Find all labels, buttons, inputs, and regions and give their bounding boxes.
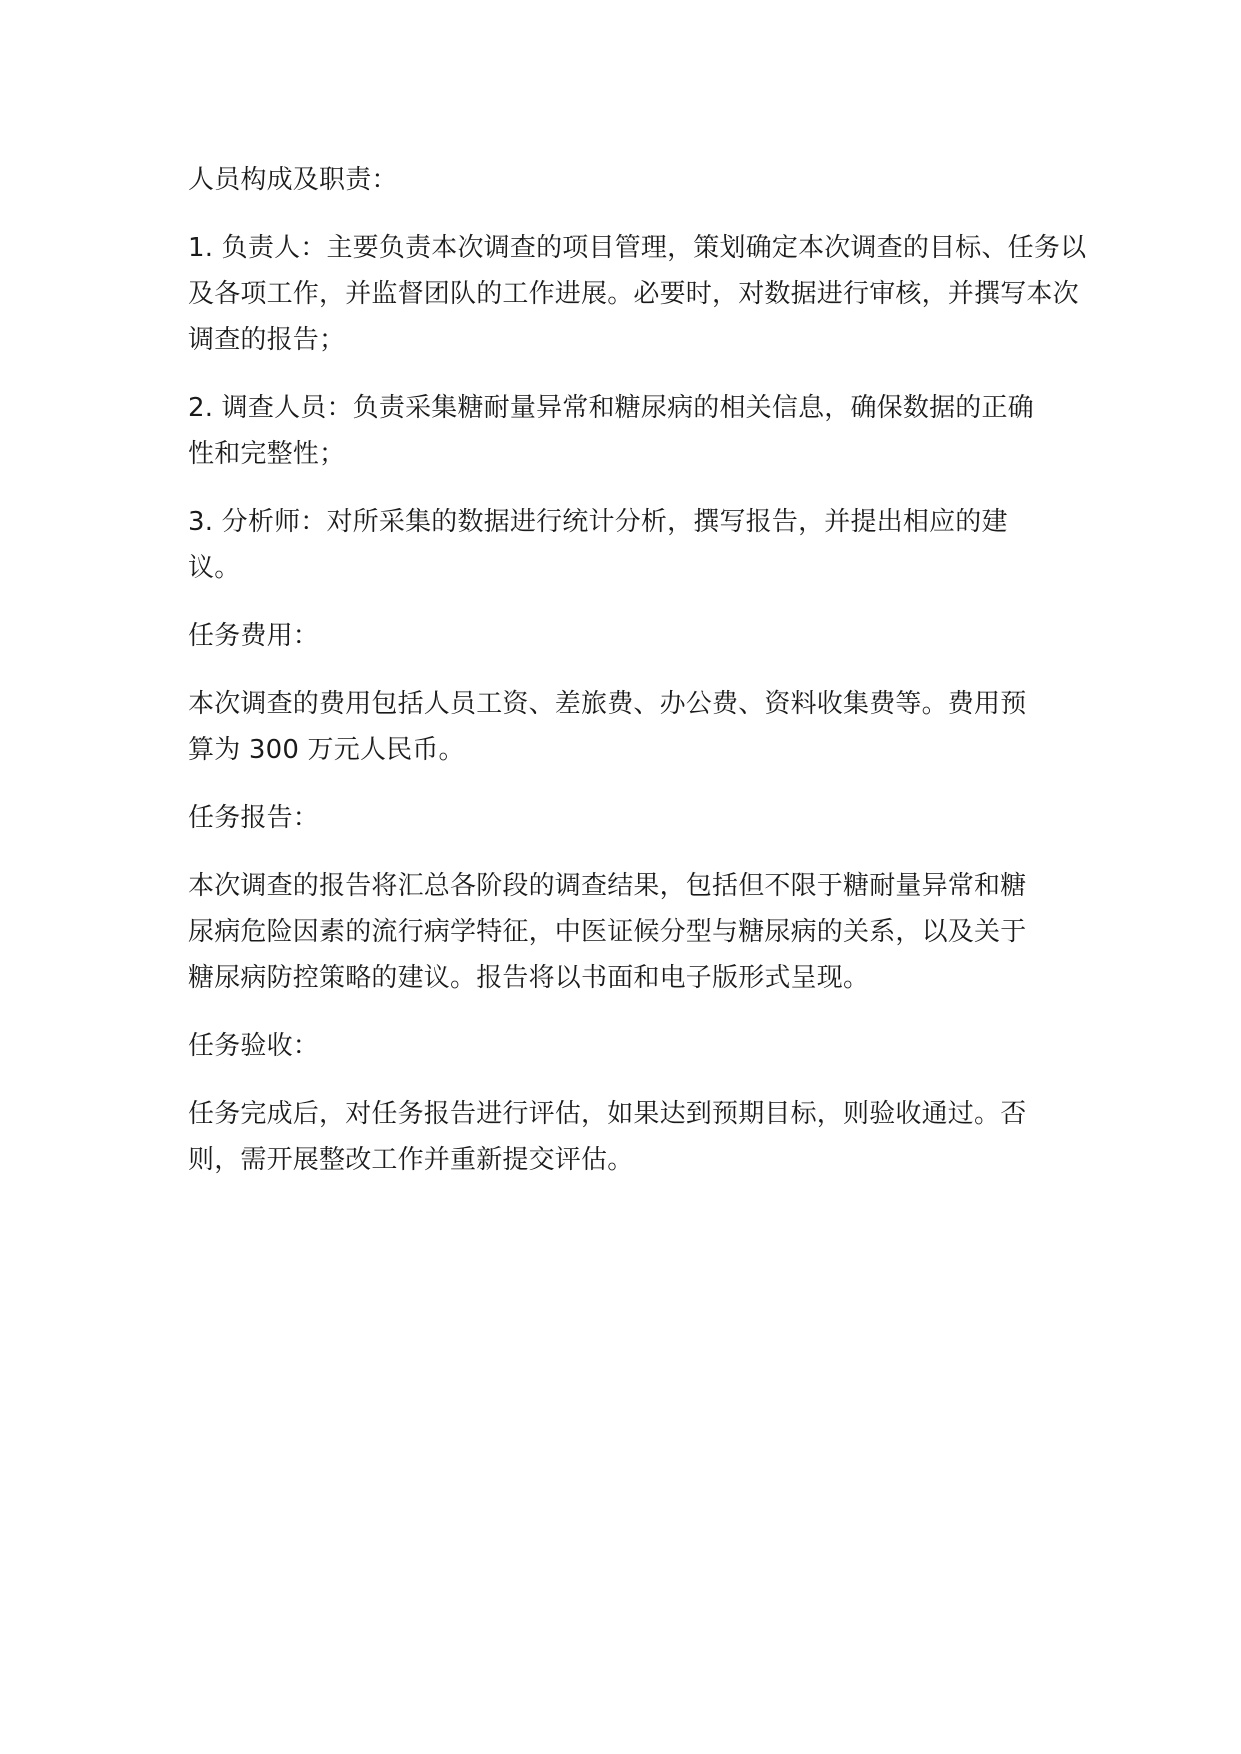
- heading-task-acceptance: 任务验收：: [188, 1031, 320, 1061]
- heading-task-report: 任务报告：: [188, 803, 320, 833]
- paragraph-task-report: 本次调查的报告将汇总各阶段的调查结果，包括但不限于糖耐量异常和糖尿病危险因素的流行病学特征，中医证候分型与糖尿病的关系，以及关于糖尿病防控策略的建议。报告将以书面和电子版形式呈现。: [188, 871, 1027, 993]
- paragraph-task-acceptance: 任务完成后，对任务报告进行评估，如果达到预期目标，则验收通过。否则，需开展整改工作并重新提交评估。: [188, 1099, 1027, 1175]
- heading-task-cost: 任务费用：: [188, 621, 320, 651]
- paragraph-task-cost: 本次调查的费用包括人员工资、差旅费、办公费、资料收集费等。费用预算为 300 万元人民币。: [188, 689, 1027, 765]
- heading-personnel: 人员构成及职责：: [188, 165, 398, 195]
- item-investigators: 2. 调查人员：负责采集糖耐量异常和糖尿病的相关信息，确保数据的正确性和完整性；: [188, 393, 1034, 469]
- item-project-leader: 1. 负责人：主要负责本次调查的项目管理，策划确定本次调查的目标、任务以及各项工作，并监督团队的工作进展。必要时，对数据进行审核，并撰写本次调查的报告；: [188, 233, 1087, 355]
- item-analyst: 3. 分析师：对所采集的数据进行统计分析，撰写报告，并提出相应的建议。: [188, 507, 1008, 583]
- document-body: [188, 157, 1088, 1205]
